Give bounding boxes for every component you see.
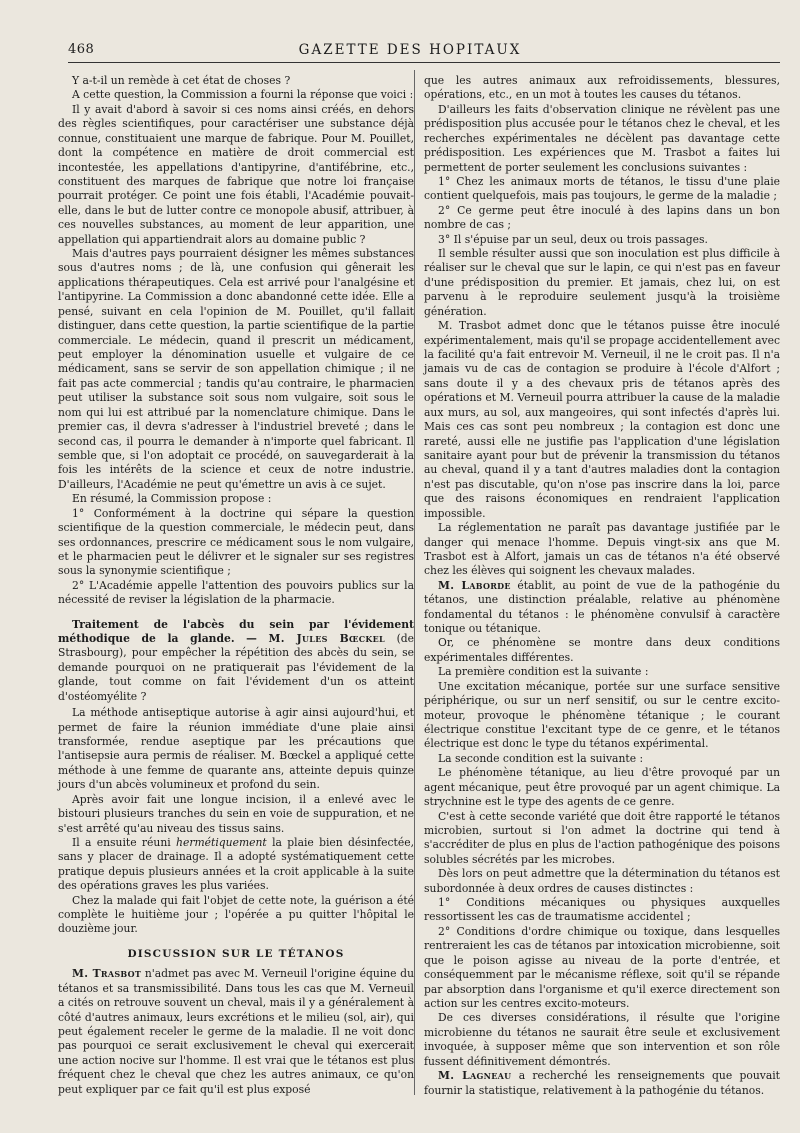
paragraph: Il semble résulter aussi que son inoculation est plus difficile à réaliser sur le cheval que sur le lapin, ce qui n'est pas en faveur d'une prédisposition du premier. Et jamais, chez lui, on est parvenu à le reproduire seulement jusqu'à la troisième génération. [424, 247, 780, 318]
paragraph: M. Trasbot admet donc que le tétanos puisse être inoculé expérimentalement, mais qu'il se propage accidentellement avec la facilité qu'a fait entrevoir M. Verneuil, il ne le croit pas. Il n'a jamais vu de cas de contagion se produire à l'école d'Alfort ; sans doute il y a des chevaux pris de tétanos après des opérations et M. Verneuil pourra attribuer la cause de la maladie aux murs, au sol, aux mangeoires, qui sont infectés d'après lui. Mais ces cas sont peu nombreux ; la contagion est donc une rareté, aussi elle ne justifie pas l'application d'une législation sanitaire ayant pour but de prévenir la transmission du tétanos au cheval, quand il y a tant d'autres maladies dont la contagion n'est pas discutable, qu'on n'ose pas inscrire dans la loi, parce que des raisons économiques en rendraient l'application impossible. [424, 319, 780, 520]
paragraph: Or, ce phénomène se montre dans deux conditions expérimentales différentes. [424, 636, 780, 664]
paragraph [424, 579, 780, 637]
header-rule [68, 62, 780, 63]
emphasis: hermétiquement [176, 835, 267, 849]
speaker-name: M. Lagneau [438, 1069, 512, 1083]
paragraph: Après avoir fait une longue incision, il a enlevé avec le bistouri plusieurs tranches du sein en voie de suppuration, et ne s'est arrêté qu'au niveau des tissus sains. [58, 792, 414, 835]
paragraph: Chez la malade qui fait l'objet de cette note, la guérison a été complète le huitième jour ; l'opérée a pu quitter l'hôpital le douzième jour. [58, 893, 414, 936]
paragraph: A cette question, la Commission a fourni la réponse que voici : [72, 88, 414, 102]
discussion-heading: DISCUSSION SUR LE TÉTANOS [127, 947, 345, 960]
column-divider [414, 70, 415, 1095]
paragraph: que les autres animaux aux refroidissements, blessures, opérations, etc., en un mot à toutes les causes du tétanos. [424, 74, 780, 102]
paragraph: 1° Conformément à la doctrine qui sépare la question scientifique de la question commerciale, le médecin peut, dans ses ordonnances, prescrire ce médicament sous le nom vulgaire, et le pharmacien peut le délivrer et le signaler sur ses registres sous la synonymie scientifique ; [58, 506, 414, 578]
text-run: a recherché les renseignements que pouvait fournir la statistique, relativement à la pathogénie du tétanos. [424, 1069, 780, 1097]
speaker-name: M. Trasbot [72, 967, 142, 981]
page-header [40, 36, 780, 64]
section-author: M. Jules Bœckel [268, 632, 385, 646]
author-place: (de Strasbourg), [58, 632, 414, 660]
paragraph: 2° Conditions d'ordre chimique ou toxique, dans lesquelles rentreraient les cas de tétanos par intoxication microbienne, soit que le poison agisse au niveau de la porte d'entrée, et conséquemment par le mécanisme réflexe, soit qu'il se répande par absorption dans l'organisme et qu'il exerce directement son action sur les centres excito-moteurs. [424, 924, 780, 1010]
paragraph: Une excitation mécanique, portée sur une surface sensitive périphérique, ou sur un nerf sensitif, ou sur le centre excito-moteur, provoque le phénomène tétanique ; le courant électrique constitue l'excitant type de ce genre, et le tétanos électrique est donc le type du tétanos expérimental. [424, 679, 780, 751]
page-number: 468 [68, 42, 95, 57]
paragraph: La méthode antiseptique autorise à agir ainsi aujourd'hui, et permet de faire la réunion immédiate d'une plaie ainsi transformée, rendue aseptique par les précautions que l'antisepsie aura permis de réaliser. M. Bœckel a appliqué cette méthode à une femme de quarante ans, atteinte depuis quinze jours d'un abcès volumineux et profond du sein. [58, 706, 414, 792]
section-intro: pour empêcher la répétition des abcès du sein, se demande pourquoi on ne pratiquerait pas l'évidement de la glande, tout comme on fait l'évidement d'un os atteint d'ostéomyélite ? [58, 646, 414, 703]
paragraph: 1° Conditions mécaniques ou physiques auxquelles ressortissent les cas de traumatisme accidentel ; [424, 896, 780, 924]
paragraph: 3° Il s'épuise par un seul, deux ou trois passages. [438, 232, 708, 246]
paragraph: Mais d'autres pays pourraient désigner les mêmes substances sous d'autres noms ; de là, une confusion qui gênerait les applications thérapeutiques. Cela est arrivé pour l'analgésine et l'antipyrine. La Commission a donc abandonné cette idée. Elle a pensé, suivant en cela l'opinion de M. Pouillet, qu'il fallait distinguer, dans cette question, la partie scientifique de la partie commerciale. Le médecin, quand il prescrit un médicament, peut employer la dénomination usuelle et vulgaire de ce médicament, sans se servir de son appellation chimique ; il ne fait pas acte commercial ; tandis qu'au contraire, le pharmacien peut utiliser la substance soit sous nom vulgaire, soit sous le nom qui lui est attribué par la nomenclature chimique. Dans le premier cas, il devra s'adresser à l'industriel breveté ; dans le second cas, il pourra le demander à n'importe quel fabricant. Il semble que, si l'on adoptait ce procédé, on sauvegarderait à la fois les intérêts de la science et ceux de notre industrie. D'ailleurs, l'Académie ne peut qu'émettre un avis à ce sujet. [58, 247, 414, 491]
paragraph: 2° Ce germe peut être inoculé à des lapins dans un bon nombre de cas ; [424, 203, 780, 232]
paragraph: En résumé, la Commission propose : [72, 492, 272, 506]
section-title: Traitement de l'abcès du sein par l'évidement méthodique de la glande. — [58, 617, 414, 646]
text-run: n'admet pas avec M. Verneuil l'origine équine du tétanos et sa transmissibilité. Dans tous les cas que M. Verneuil a cités on retrouve souvent un cheval, mais il y a généralement à côté d'autres animaux, leurs excrétions et le milieu (sol, air), qui peut également receler le germe de la maladie. Il ne voit donc pas pourquoi ce serait exclusivement le cheval qui exercerait une action nocive sur l'homme. Il est vrai que le tétanos est plus fréquent chez le cheval que chez les autres animaux, ce qu'on peut expliquer par ce fait qu'il est plus exposé [58, 967, 414, 1096]
paragraph [424, 1069, 780, 1098]
paragraph: Dès lors on peut admettre que la détermination du tétanos est subordonnée à deux ordres de causes distinctes : [424, 867, 780, 895]
paragraph: De ces diverses considérations, il résulte que l'origine microbienne du tétanos ne saurait être seule et exclusivement invoquée, à supposer même que son intervention et son rôle fussent définitivement démontrés. [424, 1011, 780, 1068]
paragraph: 1° Chez les animaux morts de tétanos, le tissu d'une plaie contient quelquefois, mais pas toujours, le germe de la maladie ; [424, 174, 780, 203]
paragraph: La première condition est la suivante : [438, 665, 649, 679]
paragraph [58, 836, 414, 894]
paragraph: Y a-t-il un remède à cet état de choses ? [72, 74, 291, 87]
journal-title: GAZETTE DES HOPITAUX [298, 42, 522, 58]
paragraph: La seconde condition est la suivante : [438, 751, 644, 765]
text-run: la plaie bien désinfectée, sans y placer de drainage. Il a adopté systématiquement cette pratique depuis plusieurs années et la croit applicable à la suite des opérations graves les plus variées. [58, 835, 414, 893]
left-column [58, 74, 414, 1097]
right-column [424, 74, 780, 1098]
paragraph: Le phénomène tétanique, au lieu d'être provoqué par un agent mécanique, peut être provoqué par un agent chimique. La strychnine est le type des agents de ce genre. [424, 766, 780, 809]
speaker-name: M. Laborde [438, 578, 511, 592]
paragraph: Il y avait d'abord à savoir si ces noms ainsi créés, en dehors des règles scientifiques, pour caractériser une substance déjà connue, constituaient une marque de fabrique. Pour M. Pouillet, dont la compétence en matière de droit commercial est incontestée, les appellations d'antipyrine, d'antifébrine, etc., constituent des marques de fabrique que notre loi française pourrait protéger. Ce point une fois établi, l'Académie pouvait-elle, dans le but de lutter contre ce monopole abusif, attribuer, à ces nouvelles substances, au moment de leur apparition, une appellation qui appartiendrait alors au domaine public ? [58, 102, 414, 246]
text-run: établit, au point de vue de la pathogénie du tétanos, une distinction préalable, relative au phénomène fondamental du tétanos : le phénomène convulsif à caractère tonique ou tétanique. [424, 578, 780, 636]
paragraph [58, 967, 414, 1097]
section-heading [58, 618, 414, 705]
paragraph: 2° L'Académie appelle l'attention des pouvoirs publics sur la nécessité de reviser la législation de la pharmacie. [58, 578, 414, 607]
paragraph: La réglementation ne paraît pas davantage justifiée par le danger qui menace l'homme. Depuis vingt-six ans que M. Trasbot est à Alfort, jamais un cas de tétanos n'a été observé chez les élèves qui soignent les chevaux malades. [424, 521, 780, 578]
paragraph: C'est à cette seconde variété que doit être rapporté le tétanos microbien, surtout si l'on admet la doctrine qui tend à s'accréditer de plus en plus de l'action pathogénique des poisons solubles sécrétés par les microbes. [424, 809, 780, 866]
paragraph: D'ailleurs les faits d'observation clinique ne révèlent pas une prédisposition plus accusée pour le tétanos chez le cheval, et les recherches expérimentales ne décèlent pas davantage cette prédisposition. Les expériences que M. Trasbot a faites lui permettent de porter seulement les conclusions suivantes : [424, 102, 780, 174]
text-run: Il a ensuite réuni [72, 835, 171, 849]
